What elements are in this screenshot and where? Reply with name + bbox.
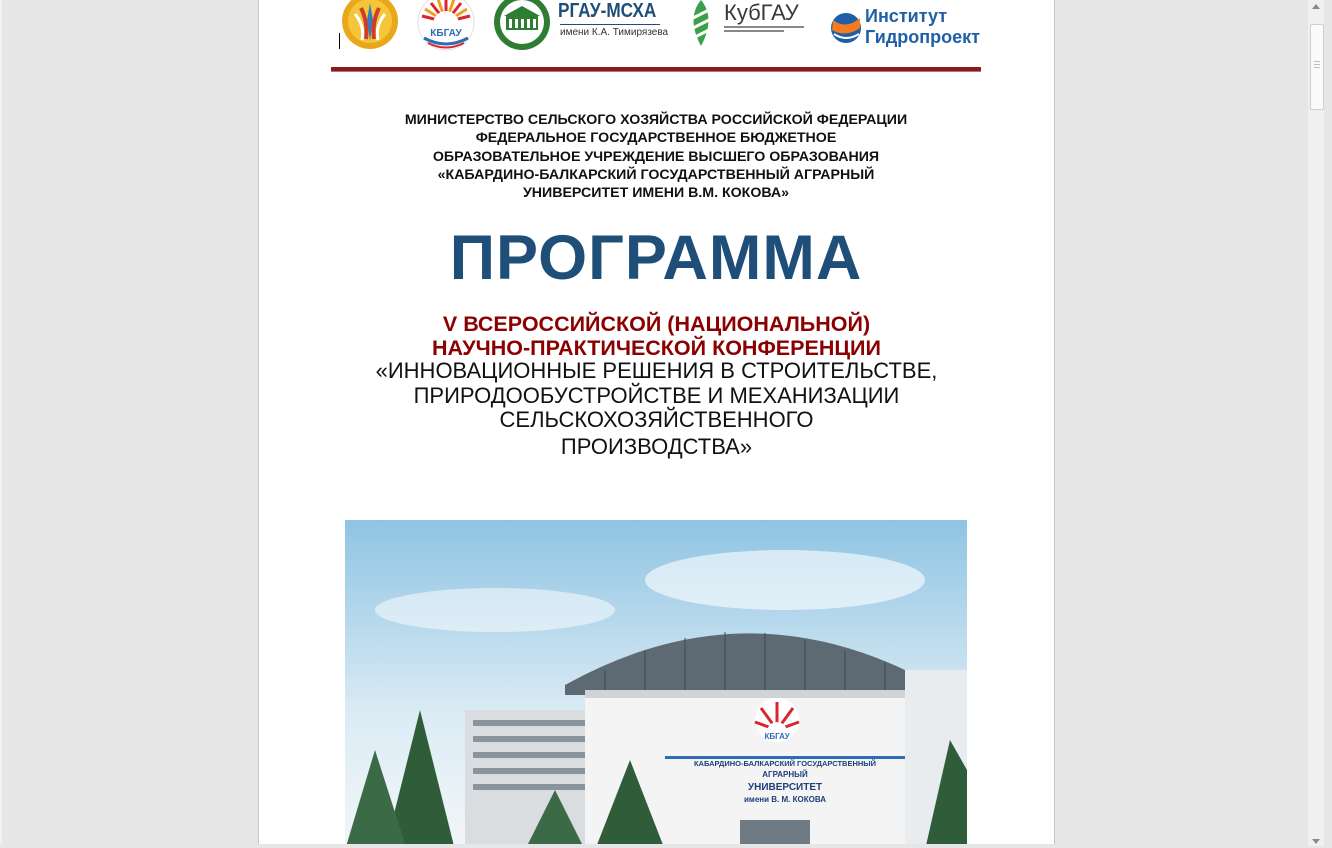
building-sign-line: КАБАРДИНО-БАЛКАРСКИЙ ГОСУДАРСТВЕННЫЙ bbox=[693, 759, 877, 768]
document-page[interactable] bbox=[258, 0, 1055, 844]
building-sign-logo: КБГАУ bbox=[764, 732, 790, 741]
rgau-logo-subtitle: имени К.А. Тимирязева bbox=[560, 27, 669, 38]
gidroproekt-logo-line2: Гидропроект bbox=[865, 27, 980, 47]
rgau-logo-title: РГАУ-МСХА bbox=[558, 0, 657, 22]
institution-line: УНИВЕРСИТЕТ ИМЕНИ В.М. КОКОВА» bbox=[522, 185, 790, 202]
logo-strip bbox=[259, 0, 1054, 56]
university-building-photo bbox=[345, 520, 967, 844]
theme-line: «ИННОВАЦИОННЫЕ РЕШЕНИЯ В СТРОИТЕЛЬСТВЕ, bbox=[375, 358, 938, 383]
conference-line: НАУЧНО-ПРАКТИЧЕСКОЙ КОНФЕРЕНЦИИ bbox=[432, 336, 881, 360]
building-sign bbox=[665, 758, 905, 806]
gidroproekt-globe-icon bbox=[831, 8, 861, 48]
building-sign-line: УНИВЕРСИТЕТ bbox=[747, 782, 823, 793]
institution-header bbox=[331, 111, 981, 202]
kbgau-sun-icon bbox=[414, 0, 478, 52]
conference-title bbox=[299, 312, 1014, 360]
kubgau-logo bbox=[684, 0, 819, 50]
building-sign-line: имени В. М. КОКОВА bbox=[744, 795, 826, 804]
conference-line: V ВСЕРОССИЙСКОЙ (НАЦИОНАЛЬНОЙ) bbox=[442, 312, 871, 336]
theme-line: ПРИРОДООБУСТРОЙСТВЕ И МЕХАНИЗАЦИИ bbox=[413, 382, 900, 408]
document-title: ПРОГРАММА bbox=[449, 223, 863, 293]
institution-line: МИНИСТЕРСТВО СЕЛЬСКОГО ХОЗЯЙСТВА РОССИЙСКОЙ ФЕДЕРАЦИИ bbox=[404, 112, 908, 128]
gidroproekt-logo bbox=[831, 0, 981, 56]
theme-line: ПРОИЗВОДСТВА» bbox=[560, 433, 753, 459]
vertical-scrollbar[interactable] bbox=[1308, 0, 1324, 844]
conference-theme bbox=[299, 359, 1014, 459]
window-right-edge bbox=[1324, 0, 1332, 844]
institution-line: «КАБАРДИНО-БАЛКАРСКИЙ ГОСУДАРСТВЕННЫЙ АГРАРНЫЙ bbox=[437, 166, 875, 183]
kbgau-logo-text: КБГАУ bbox=[430, 28, 462, 39]
rgau-logo-divider bbox=[560, 24, 660, 25]
building-sign-line: АГРАРНЫЙ bbox=[762, 770, 808, 779]
kubgau-leaf-icon bbox=[684, 0, 718, 50]
theme-line: СЕЛЬСКОХОЗЯЙСТВЕННОГО bbox=[499, 407, 814, 432]
institution-line: ОБРАЗОВАТЕЛЬНОЕ УЧРЕЖДЕНИЕ ВЫСШЕГО ОБРАЗОВАНИЯ bbox=[432, 148, 880, 165]
header-rule-shadow bbox=[331, 71, 981, 72]
scroll-down-icon[interactable] bbox=[1308, 834, 1324, 848]
kbgau-logo bbox=[414, 0, 478, 52]
ministry-emblem-icon bbox=[339, 0, 401, 50]
scrollbar-thumb[interactable] bbox=[1310, 24, 1324, 110]
institution-line: ФЕДЕРАЛЬНОЕ ГОСУДАРСТВЕННОЕ БЮДЖЕТНОЕ bbox=[475, 130, 837, 147]
kubgau-logo-text: КубГАУ bbox=[724, 0, 799, 25]
kubgau-logo-smallprint bbox=[724, 26, 804, 28]
scroll-up-icon[interactable] bbox=[1308, 0, 1324, 14]
kubgau-logo-smallprint-2 bbox=[724, 30, 784, 32]
rgau-seal-icon bbox=[492, 0, 552, 50]
gidroproekt-logo-line1: Институт bbox=[865, 6, 948, 26]
rgau-msha-logo bbox=[492, 0, 672, 52]
window-left-edge bbox=[0, 0, 2, 844]
